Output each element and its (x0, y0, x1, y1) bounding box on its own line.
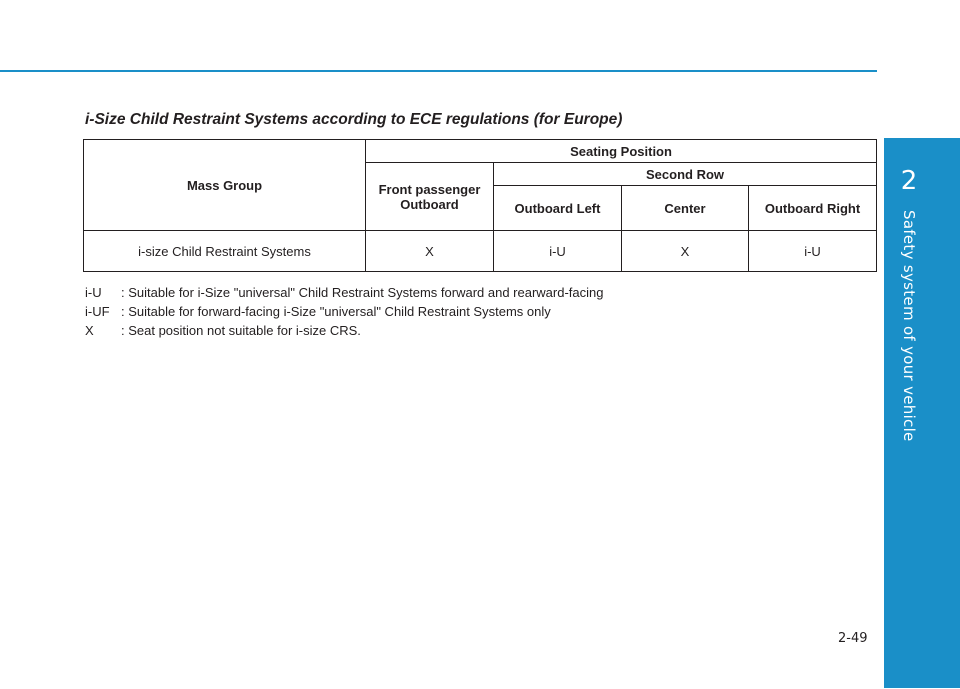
chapter-number: 2 (900, 166, 918, 196)
page-number: 2-49 (838, 631, 868, 646)
section-title: i-Size Child Restraint Systems according to ECE regulations (for Europe) (85, 111, 623, 128)
note-key: i-UF (85, 304, 110, 319)
legend-note (85, 321, 603, 340)
row-label: i-size Child Restraint Systems (84, 231, 366, 272)
mass-group-header: Mass Group (84, 140, 366, 231)
outboard-left-header: Outboard Left (494, 186, 622, 231)
outboard-left-cell: i-U (494, 231, 622, 272)
chapter-title: Safety system of your vehicle (900, 210, 918, 442)
top-rule (0, 70, 877, 72)
crs-table (83, 139, 877, 272)
note-text: : Suitable for i-Size "universal" Child Restraint Systems forward and rearward-facing (121, 285, 604, 300)
note-key: i-U (85, 285, 102, 300)
legend-note (85, 283, 603, 302)
table-row (84, 231, 877, 272)
center-header: Center (622, 186, 749, 231)
chapter-tab (884, 138, 960, 688)
center-cell: X (622, 231, 749, 272)
front-passenger-cell: X (366, 231, 494, 272)
legend-note (85, 302, 603, 321)
outboard-right-cell: i-U (749, 231, 877, 272)
second-row-header: Second Row (494, 163, 877, 186)
note-key: X (85, 323, 94, 338)
outboard-right-header: Outboard Right (749, 186, 877, 231)
legend-notes (85, 283, 603, 340)
seating-position-header: Seating Position (366, 140, 877, 163)
note-text: : Suitable for forward-facing i-Size "universal" Child Restraint Systems only (121, 304, 551, 319)
note-text: : Seat position not suitable for i-size CRS. (121, 323, 361, 338)
front-passenger-header: Front passenger Outboard (366, 163, 494, 231)
